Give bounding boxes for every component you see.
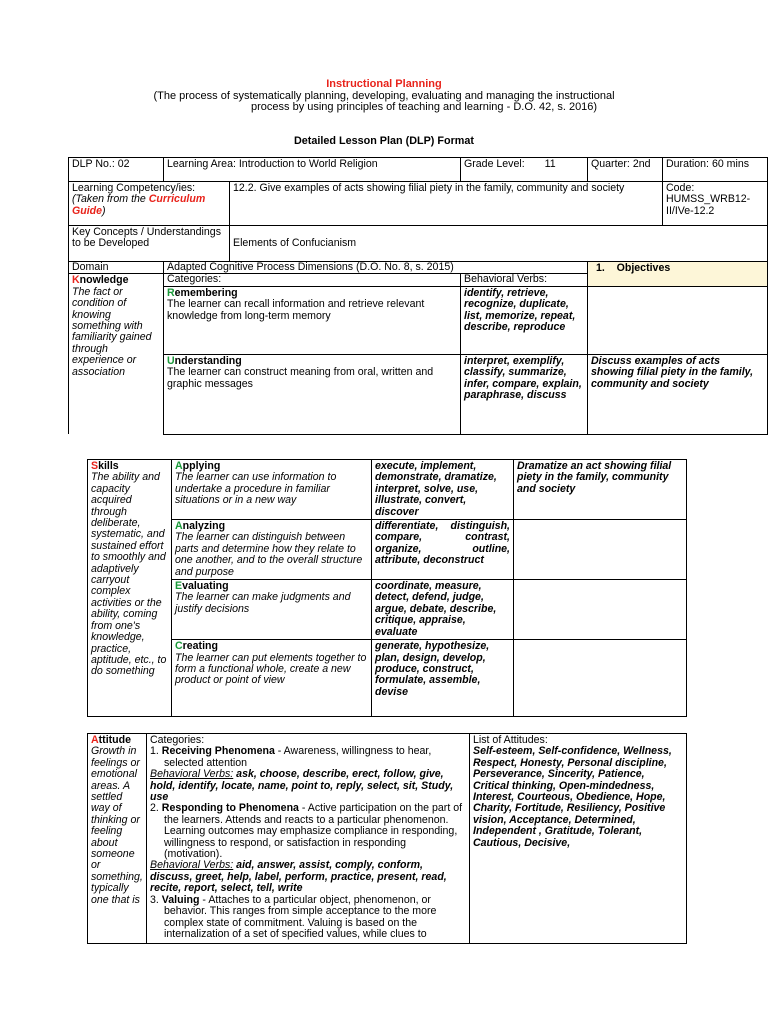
applying-verbs: execute, implement, demonstrate, dramatize, interpret, solve, use, illustrate, convert, discover <box>372 460 514 520</box>
evaluating-objective <box>514 580 687 640</box>
remembering-verbs: identify, retrieve, recognize, duplicate, list, memorize, repeat, describe, reproduce <box>461 286 588 354</box>
dlp-info-table <box>68 157 768 435</box>
subtitle-line-1: (The process of systematically planning, developing, evaluating and managing the instructional <box>153 90 615 102</box>
applying-cell: Applying The learner can use information to undertake a procedure in familiar situations or in a new way <box>172 460 372 520</box>
quarter: Quarter: 2nd <box>588 158 663 182</box>
attitudes-list-cell: List of Attitudes: Self-esteem, Self-confidence, Wellness, Respect, Honesty, Personal discipline, Perseverance, Sincerity, Patience, Critical thinking, Open-mindedness, Interest, Courteous, Obedience, Hope, Charity, Fortitude, Resiliency, Positive vision, Acceptance, Determined, Independent , Gratitude, Tolerant, Cautious, Decisive, <box>470 734 687 944</box>
key-concepts-label: Key Concepts / Understandings to be Developed <box>69 226 230 262</box>
document-title: Instructional Planning <box>326 78 442 90</box>
knowledge-domain: Knowledge The fact or condition of knowing something with familiarity gained through experience or association <box>69 274 164 434</box>
understanding-cell: Understanding The learner can construct meaning from oral, written and graphic messages <box>164 354 461 434</box>
learning-area: Learning Area: Introduction to World Religion <box>164 158 461 182</box>
analyzing-cell: Analyzing The learner can distinguish between parts and determine how they relate to one another, and to the overall structure and purpose <box>172 520 372 580</box>
analyzing-objective <box>514 520 687 580</box>
receiving-phenomena-item: 1. Receiving Phenomena - Awareness, willingness to hear, selected attention <box>150 745 432 769</box>
subtitle-line-2: process by using principles of teaching and learning - D.O. 42, s. 2016) <box>251 101 598 113</box>
evaluating-cell: Evaluating The learner can make judgments and justify decisions <box>172 580 372 640</box>
domain-header: Domain <box>69 262 164 274</box>
creating-objective <box>514 640 687 717</box>
understanding-verbs: interpret, exemplify, classify, summarize, infer, compare, explain, paraphrase, discuss <box>461 354 588 434</box>
dlp-format-title: Detailed Lesson Plan (DLP) Format <box>294 135 474 147</box>
evaluating-verbs: coordinate, measure, detect, defend, judge, argue, debate, describe, critique, appraise, evaluate <box>372 580 514 640</box>
creating-cell: Creating The learner can put elements together to form a functional whole, create a new product or point of view <box>172 640 372 717</box>
grade-level: Grade Level: 11 <box>461 158 588 182</box>
adapted-header: Adapted Cognitive Process Dimensions (D.O. No. 8, s. 2015) <box>164 262 588 274</box>
attitude-table <box>87 733 687 944</box>
competency-code: Code: HUMSS_WRB12-II/IVe-12.2 <box>663 182 768 226</box>
attitudes-list: Self-esteem, Self-confidence, Wellness, Respect, Honesty, Personal discipline, Perseverance, Sincerity, Patience, Critical thinking, Open-mindedness, Interest, Courteous, Obedience, Hope, Charity, Fortitude, Resiliency, Positive vision, Acceptance, Determined, Independent , Gratitude, Tolerant, Cautious, Decisive, <box>473 745 672 849</box>
responding-phenomena-item: 2. Responding to Phenomena - Active participation on the part of the learners. Attends and reacts to a particular phenomenon. Learning outcomes may emphasize compliance in responding, willingness to respond, or satisfaction in responding (motivation). <box>150 802 463 861</box>
creating-verbs: generate, hypothesize, plan, design, develop, produce, construct, formulate, assemble, devise <box>372 640 514 717</box>
applying-objective: Dramatize an act showing filial piety in the family, community and society <box>514 460 687 520</box>
receiving-verbs: Behavioral Verbs: ask, choose, describe, erect, follow, give, hold, identify, locate, name, point to, reply, select, sit, Study, use <box>150 768 454 804</box>
attitude-categories: Categories: 1. Receiving Phenomena - Awareness, willingness to hear, selected attention Behavioral Verbs: ask, choose, describe, erect, follow, give, hold, identify, locate, name, point to, reply, select, sit, Study, use 2. Responding to Phenomena - Active participation on the part of the learners. Attends and reacts to a particular phenomenon. Learning outcomes may emphasize compliance in responding, willingness to respond, or satisfaction in responding (motivation). Behavioral Verbs: aid, answer, assist, comply, conform, discuss, greet, help, label, perform, practice, present, read, recite, report, select, tell, write 3. Valuing - Attaches to a particular object, phenomenon, or behavior. This ranges from simple acceptance to the more complex state of commitment. Valuing is based on the internalization of a set of specified values, while clues to <box>147 734 470 944</box>
categories-header: Categories: <box>164 274 461 286</box>
skills-table <box>87 459 687 717</box>
analyzing-verbs: differentiate, distinguish, compare, contrast, organize, outline, attribute, deconstruct <box>372 520 514 580</box>
valuing-item: 3. Valuing - Attaches to a particular object, phenomenon, or behavior. This ranges from simple acceptance to the more complex state of commitment. Valuing is based on the internalization of a set of specified values, while clues to <box>150 893 437 940</box>
competency-text: 12.2. Give examples of acts showing filial piety in the family, community and society <box>230 182 663 226</box>
skills-domain: Skills The ability and capacity acquired through deliberate, systematic, and sustained effort to smoothly and adaptively carryout complex activities or the ability, coming from one's knowledge, practice, aptitude, etc., to do something <box>88 460 172 717</box>
objectives-header: 1. Objectives <box>588 262 768 287</box>
duration: Duration: 60 mins <box>663 158 768 182</box>
key-concepts-value: Elements of Confucianism <box>230 226 768 262</box>
behavioral-verbs-header: Behavioral Verbs: <box>461 274 588 286</box>
remembering-objective <box>588 286 768 354</box>
responding-verbs: Behavioral Verbs: aid, answer, assist, comply, conform, discuss, greet, help, label, perform, practice, present, read, recite, report, select, tell, write <box>150 859 447 895</box>
competency-label: Learning Competency/ies: (Taken from the Curriculum Guide) <box>69 182 230 226</box>
understanding-objective: Discuss examples of acts showing filial piety in the family, community and society <box>588 354 768 434</box>
attitude-domain: Attitude Growth in feelings or emotional areas. A settled way of thinking or feeling about someone or something, typically one that is <box>88 734 147 944</box>
dlp-number: DLP No.: 02 <box>69 158 164 182</box>
remembering-cell: Remembering The learner can recall information and retrieve relevant knowledge from long-term memory <box>164 286 461 354</box>
